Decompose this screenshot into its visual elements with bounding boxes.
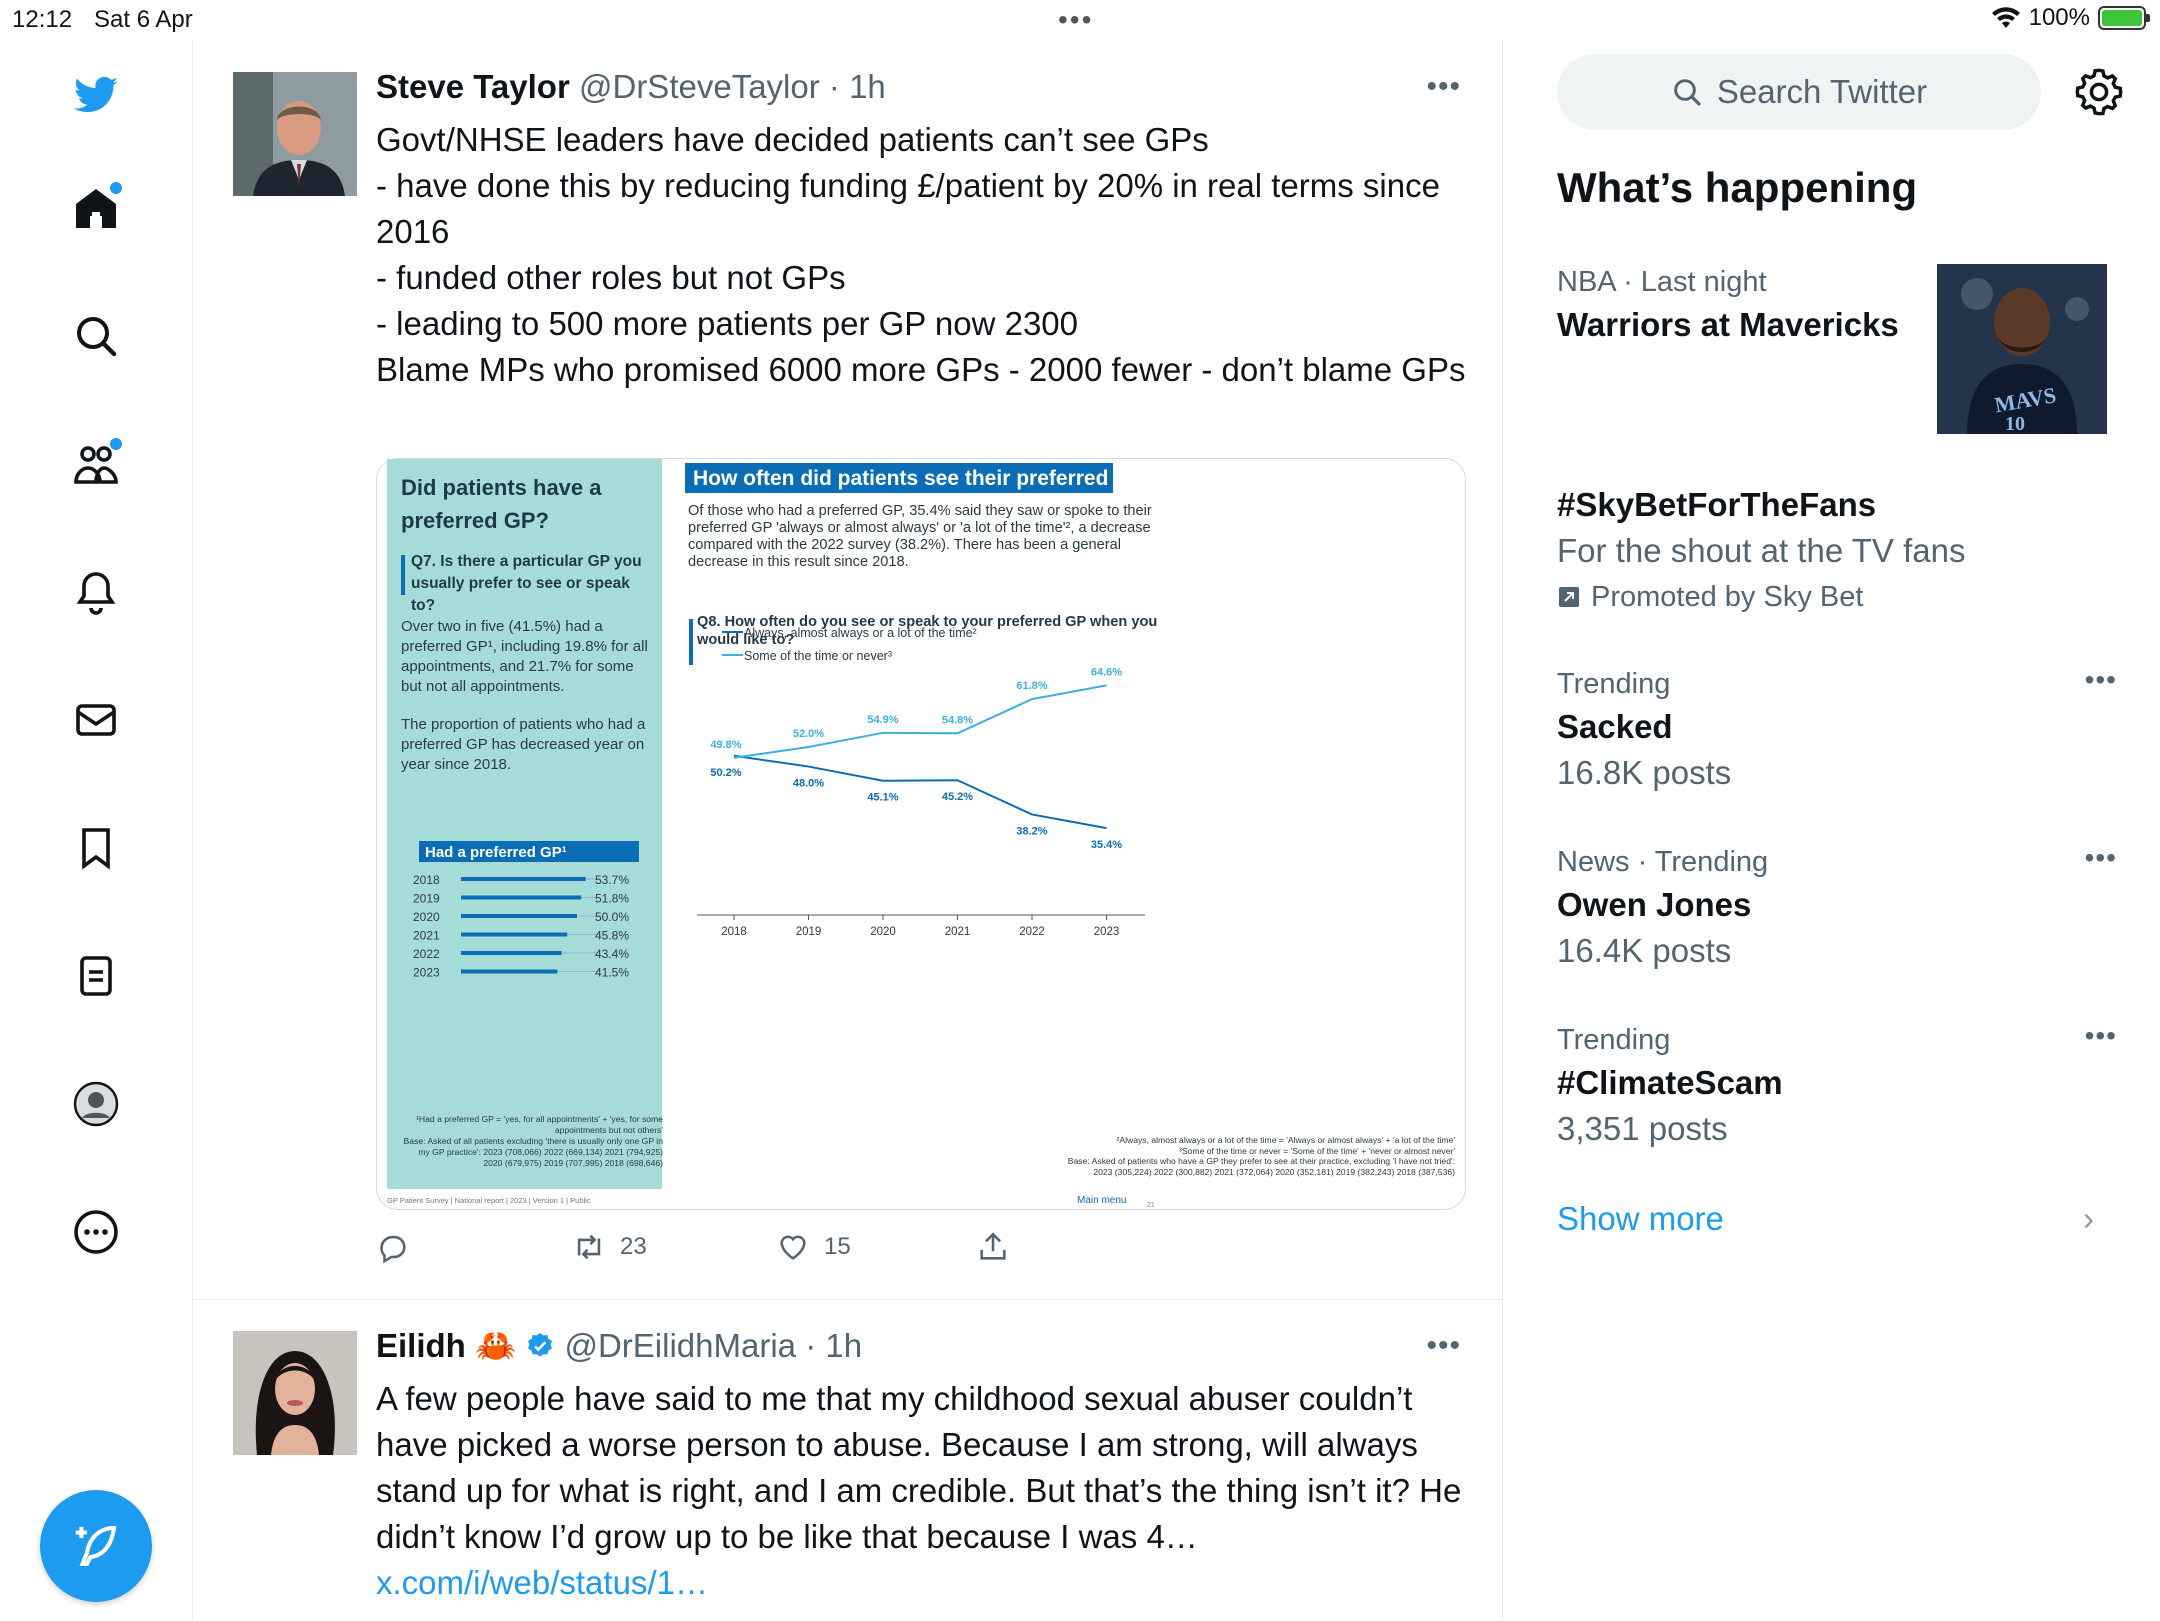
bar-value-label: 51.8% bbox=[594, 891, 629, 906]
status-bar bbox=[0, 0, 2160, 40]
data-label: 48.0% bbox=[792, 777, 825, 790]
trend-item[interactable] bbox=[1557, 1020, 2117, 1152]
bar-year-label: 2019 bbox=[413, 891, 440, 906]
bar bbox=[461, 951, 562, 955]
bar bbox=[461, 914, 577, 918]
trend-more-icon[interactable]: ••• bbox=[2084, 842, 2117, 873]
bar-year-label: 2020 bbox=[413, 910, 440, 924]
trend-more-icon[interactable]: ••• bbox=[2084, 664, 2117, 695]
series-line bbox=[734, 685, 1107, 757]
left-paragraph-1: Over two in five (41.5%) had a preferred GP¹, including 19.8% for all appointments, and 21.7% for some but not all appointments. bbox=[401, 618, 648, 695]
tweet-more-icon[interactable]: ••• bbox=[1426, 1329, 1461, 1362]
data-label: 61.8% bbox=[1016, 680, 1048, 693]
home-notification-dot bbox=[110, 182, 122, 194]
svg-text:10: 10 bbox=[2005, 413, 2025, 435]
crab-emoji: 🦀 bbox=[475, 1327, 517, 1364]
author-handle[interactable]: @DrEilidhMaria bbox=[564, 1327, 797, 1364]
reply-button[interactable] bbox=[376, 1230, 410, 1264]
trend-post-count: 16.4K posts bbox=[1557, 932, 1732, 969]
share-icon bbox=[976, 1230, 1010, 1264]
x-tick-label: 2023 bbox=[1093, 926, 1120, 938]
search-box[interactable] bbox=[1557, 54, 2041, 130]
lists-icon[interactable] bbox=[68, 948, 124, 1004]
line-chart bbox=[697, 666, 1145, 938]
promoted-icon bbox=[1557, 585, 1581, 609]
bar-year-label: 2018 bbox=[413, 873, 440, 887]
bar-chart-title: Had a preferred GP¹ bbox=[425, 844, 567, 861]
like-icon bbox=[776, 1230, 810, 1264]
x-tick-label: 2019 bbox=[795, 926, 822, 938]
tweet-link[interactable]: x.com/i/web/status/1… bbox=[376, 1564, 708, 1601]
retweet-icon bbox=[572, 1230, 606, 1264]
bar-year-label: 2022 bbox=[413, 947, 440, 961]
bar bbox=[461, 970, 557, 974]
data-label: 54.8% bbox=[941, 714, 974, 727]
like-count: 15 bbox=[824, 1233, 851, 1260]
right-title: How often did patients see their preferred GP? bbox=[693, 467, 1158, 490]
tweet-text bbox=[376, 1376, 1471, 1606]
data-label: 38.2% bbox=[1016, 825, 1048, 838]
tweet-media[interactable] bbox=[376, 458, 1466, 1210]
right-footnote: ²Always, almost always or a lot of the time = 'Always or almost always' + 'a lot of the time' ³Some of the time or never = 'Some of the time' + 'never or almost never' Base: Asked of patients who have a GP they prefer to see at their practice, excluding 'I have not tried': 2023 (305,224) 2022 (300,882) 2021 (372,064) 2020 (352,181) 2019 (382,243) 2018 (387,536) bbox=[1067, 1135, 1455, 1177]
twitter-logo-icon[interactable] bbox=[68, 68, 124, 124]
tweet-time[interactable]: 1h bbox=[849, 68, 886, 105]
verified-icon bbox=[525, 1331, 555, 1361]
main-menu-link: Main menu bbox=[1077, 1195, 1127, 1206]
left-title: Did patients have a preferred GP? bbox=[401, 475, 602, 533]
data-label: 54.9% bbox=[867, 713, 899, 726]
bookmark-icon[interactable] bbox=[68, 820, 124, 876]
bar-value-label: 53.7% bbox=[594, 873, 629, 887]
legend-label: Some of the time or never³ bbox=[744, 649, 892, 663]
data-label: 50.2% bbox=[710, 766, 742, 779]
author-handle[interactable]: @DrSteveTaylor bbox=[578, 68, 820, 105]
q8-question: Q8. How often do you see or speak to your preferred GP when you would like to? bbox=[697, 614, 1158, 648]
retweet-button[interactable] bbox=[572, 1230, 647, 1264]
tweet[interactable] bbox=[193, 40, 1503, 1300]
battery-icon bbox=[2098, 6, 2146, 30]
mail-icon[interactable] bbox=[68, 692, 124, 748]
avatar[interactable] bbox=[233, 72, 357, 196]
trend-post-count: 3,351 posts bbox=[1557, 1110, 1728, 1147]
trend-title: #ClimateScam bbox=[1557, 1064, 1783, 1101]
x-tick-label: 2021 bbox=[944, 926, 971, 938]
data-label: 45.1% bbox=[867, 791, 899, 804]
trend-meta: News · Trending bbox=[1557, 846, 1769, 878]
series-line bbox=[734, 756, 1107, 828]
x-tick-label: 2022 bbox=[1019, 926, 1045, 938]
tweet-text-content: A few people have said to me that my childhood sexual abuser couldn’t have picked a worse person to abuse. Because I am strong, will always stand up for what is right, and I am credible. But that’s the thing isn’t it? He didn’t know I’d grow up to be like that because I was 4… bbox=[376, 1380, 1471, 1555]
svg-text:MAVS: MAVS bbox=[1992, 382, 2058, 418]
battery-percent: 100% bbox=[2028, 4, 2090, 31]
bar-year-label: 2021 bbox=[413, 928, 440, 943]
whats-happening-heading: What’s happening bbox=[1557, 164, 1918, 211]
bell-icon[interactable] bbox=[68, 564, 124, 620]
survey-infographic bbox=[377, 459, 1467, 1211]
status-right bbox=[1991, 4, 2146, 32]
gear-icon[interactable] bbox=[2073, 66, 2125, 118]
compose-icon bbox=[69, 1519, 123, 1573]
promoted-by: Promoted by Sky Bet bbox=[1591, 581, 1864, 613]
tweet-header: Eilidh 🦀 @DrEilidhMaria · 1h bbox=[376, 1327, 863, 1364]
bar-year-label: 2023 bbox=[413, 965, 440, 980]
communities-notification-dot bbox=[110, 438, 122, 450]
trend-title: Sacked bbox=[1557, 708, 1673, 745]
home-icon[interactable] bbox=[68, 180, 124, 236]
trend-more-icon[interactable]: ••• bbox=[2084, 1020, 2117, 1051]
like-button[interactable] bbox=[776, 1230, 851, 1264]
trend-item[interactable] bbox=[1557, 664, 2117, 796]
reply-icon bbox=[376, 1230, 410, 1264]
tweet-time[interactable]: 1h bbox=[825, 1327, 863, 1364]
left-footnote: ¹Had a preferred GP = 'yes, for all appointments' + 'yes, for some appointments but not others' Base: Asked of all patients excluding 'there is usually only one GP in my GP practice': 2023 (708,066) 2022 (669,134) 2021 (794,925) 2020 (679,975) 2019 (707,995) 2018 (698,646) bbox=[403, 1114, 663, 1168]
tweet-actions bbox=[376, 1230, 1076, 1280]
bar bbox=[461, 877, 586, 881]
profile-icon[interactable] bbox=[68, 1076, 124, 1132]
trend-subtitle: For the shout at the TV fans bbox=[1557, 532, 1966, 569]
data-label: 35.4% bbox=[1090, 839, 1123, 852]
data-label: 45.2% bbox=[941, 791, 974, 804]
trend-post-count: 16.8K posts bbox=[1557, 754, 1732, 791]
bar-value-label: 50.0% bbox=[594, 910, 629, 924]
tweet-header: Steve Taylor @DrSteveTaylor · 1h bbox=[376, 68, 886, 105]
bar bbox=[461, 933, 567, 937]
search-icon[interactable] bbox=[68, 308, 124, 364]
communities-icon[interactable] bbox=[68, 436, 124, 492]
avatar[interactable] bbox=[233, 1331, 357, 1455]
compose-button[interactable] bbox=[40, 1490, 152, 1602]
multitask-dots-icon[interactable]: ••• bbox=[1058, 4, 1094, 35]
x-tick-label: 2018 bbox=[721, 926, 747, 938]
bar-value-label: 43.4% bbox=[594, 947, 629, 961]
tweet[interactable] bbox=[193, 1301, 1503, 1621]
source-line: GP Patient Survey | National report | 2023 | Version 1 | Public bbox=[387, 1196, 591, 1205]
author-name[interactable]: Eilidh bbox=[376, 1327, 466, 1364]
status-time: 12:12 bbox=[12, 6, 73, 33]
right-paragraph: Of those who had a preferred GP, 35.4% said they saw or spoke to their preferred GP 'always or almost always' or 'a lot of the time'², a decrease compared with the 2022 survey (38.2%). There has been a general decrease in this result since 2018. bbox=[688, 503, 1152, 570]
tweet-text: Govt/NHSE leaders have decided patients can’t see GPs - have done this by reducing funding £/patient by 20% in real terms since 2016 - funded other roles but not GPs - leading to 500 more patients per GP now 2300 Blame MPs who promised 6000 more GPs - 2000 fewer - don’t blame GPs bbox=[376, 121, 1466, 388]
bar bbox=[461, 896, 581, 900]
bar-value-label: 41.5% bbox=[594, 965, 629, 980]
show-more-link[interactable]: Show more bbox=[1557, 1200, 1724, 1237]
trend-meta: Trending bbox=[1557, 668, 1671, 700]
promoted-line bbox=[1557, 574, 2117, 620]
q7-question: Q7. Is there a particular GP you usually prefer to see or speak to? bbox=[411, 553, 642, 614]
chevron-right-icon: › bbox=[2083, 1200, 2094, 1237]
trend-item[interactable] bbox=[1557, 262, 1937, 348]
bar-value-label: 45.8% bbox=[594, 928, 629, 943]
left-nav bbox=[0, 40, 193, 1620]
more-icon[interactable] bbox=[68, 1204, 124, 1260]
x-tick-label: 2020 bbox=[870, 926, 896, 938]
trend-item[interactable] bbox=[1557, 482, 2117, 620]
left-paragraph-2: The proportion of patients who had a preferred GP has decreased year on year since 2018. bbox=[401, 716, 646, 773]
search-icon bbox=[1671, 76, 1703, 108]
legend-label: Always, almost always or a lot of the time² bbox=[744, 626, 977, 640]
share-button[interactable] bbox=[976, 1230, 1010, 1264]
trend-title: Owen Jones bbox=[1557, 886, 1752, 923]
retweet-count: 23 bbox=[620, 1233, 647, 1260]
data-label: 49.8% bbox=[710, 738, 742, 751]
right-sidebar bbox=[1503, 40, 2160, 1620]
status-date: Sat 6 Apr bbox=[94, 6, 193, 33]
trend-image[interactable] bbox=[1937, 264, 2107, 434]
trend-item[interactable] bbox=[1557, 842, 2117, 974]
wifi-icon bbox=[1991, 6, 2021, 30]
trend-title: Warriors at Mavericks bbox=[1557, 306, 1899, 343]
data-label: 52.0% bbox=[792, 728, 825, 740]
tweet-more-icon[interactable]: ••• bbox=[1426, 70, 1461, 103]
trend-meta: NBA · Last night bbox=[1557, 266, 1767, 298]
page-number: 21 bbox=[1147, 1202, 1155, 1209]
timeline bbox=[193, 40, 1503, 1620]
author-name[interactable]: Steve Taylor bbox=[376, 68, 570, 105]
trend-title: #SkyBetForTheFans bbox=[1557, 486, 1877, 523]
data-label: 64.6% bbox=[1090, 666, 1123, 679]
search-placeholder: Search Twitter bbox=[1716, 73, 1928, 110]
trend-meta: Trending bbox=[1557, 1024, 1671, 1056]
